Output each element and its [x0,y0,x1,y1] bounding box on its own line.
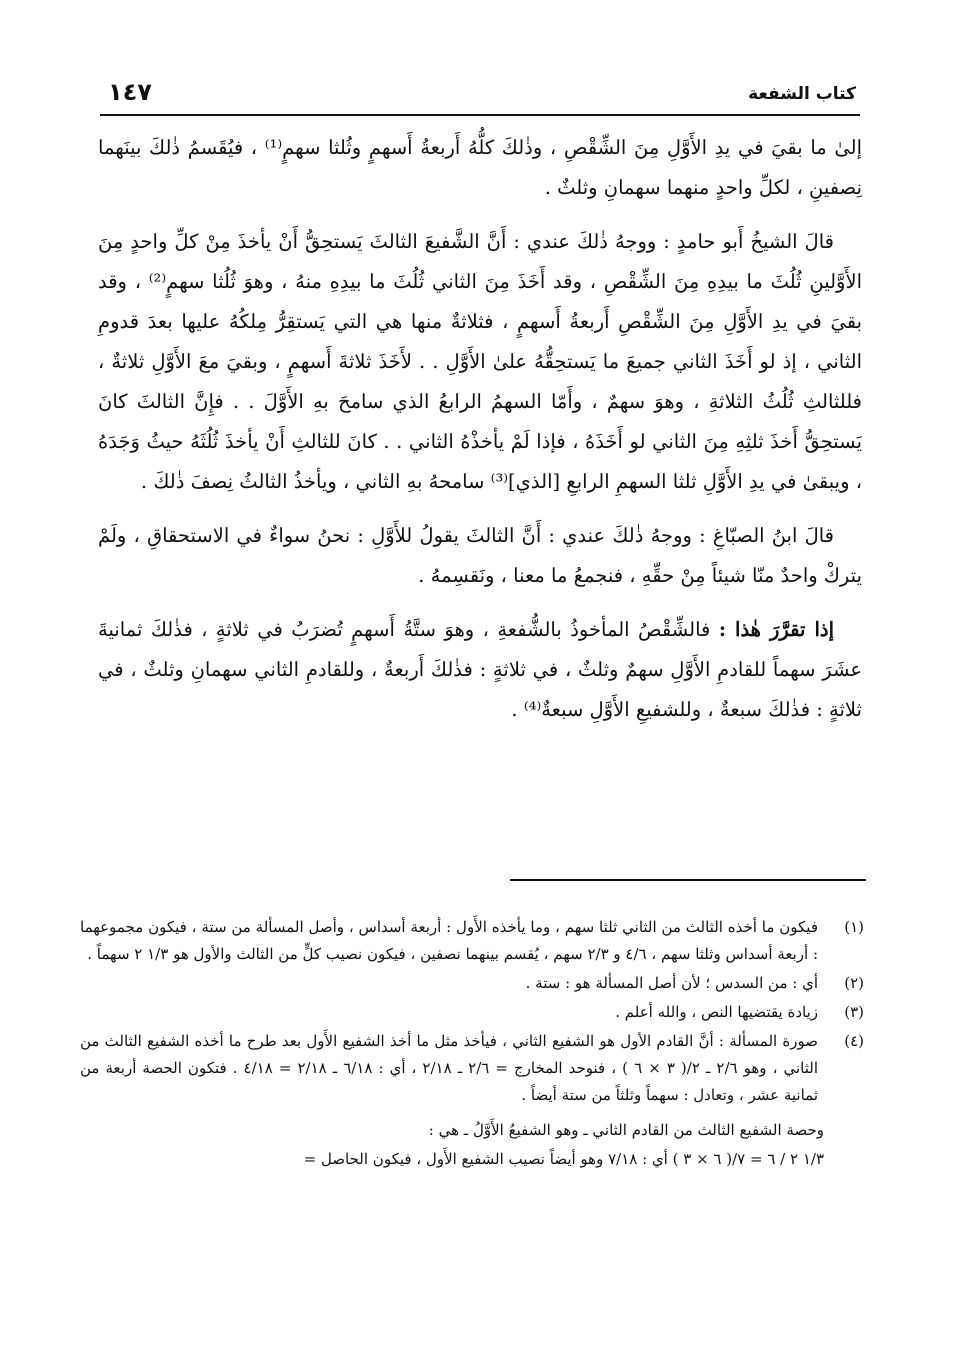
footnote-text: زيادة يقتضيها النص ، والله أعلم . [615,1003,818,1021]
page-header [100,78,860,116]
paragraph-4-text: فالشِّقْصُ المأخوذُ بالشُّفعةِ ، وهوَ ستَّةُ أَسهمٍ تُضرَبُ في ثلاثةٍ ، فذٰلكَ ثمانيةَ عشَرَ سهماً للقادمِ الأَوَّلِ سهمٌ وثلثٌ ، في ثلاثةٍ : فذٰلكَ أَربعةٌ ، وللقادمِ الثاني سهمانِ وثلثٌ ، في ثلاثةٍ : فذٰلكَ سبعةٌ ، وللشفيعِ الأَوَّلِ سبعةٌ⁽⁴⁾ . [98,618,862,721]
footnote-text: صورة المسألة : أنَّ القادم الأول هو الشفيع الثاني ، فيأخذ مثل ما أخذ الشفيع الأَول بعد طرح ما أخذه الشفيع الثالث من الثاني ، وهو ٢/٦ ـ ٢/( ٣ × ٦ ) ، فنوحد المخارج = ٢/٦ ـ ٢/١٨ ، أي : ٦/١٨ ـ ٢/١٨ = ٤/١٨ . فتكون الحصة أربعة من ثمانية عشر ، وتعادل : سهماً وثلثاً من ستة أيضاً . [80,1032,818,1104]
paragraph-4 [98,610,862,730]
footnote-text: فيكون ما أخذه الثالث من الثاني ثلثا سهم ، وما يأخذه الأَول : أربعة أسداس ، وأصل المسألة من ستة ، فيكون مجموعهما : أربعة أسداس وثلثا سهم ، ٤/٦ و ٢/٣ سهم ، يُقسم بينهما نصفين ، فيكون نصيب كلٍّ من الثالث والأول هو ١/٣ ٢ سهماً . [80,918,818,963]
footnote-1 [80,914,864,968]
paragraph-3: قالَ ابنُ الصبّاغِ : ووجهُ ذٰلكَ عندي : أَنَّ الثالثَ يقولُ للأَوَّلِ : نحنُ سواءٌ في الاستحقاقِ ، ولَمْ يتركْ واحدٌ منّا شيئاً مِنْ حقِّهِ ، فنجمعُ ما معنا ، ونَقسِمهُ . [98,524,862,587]
footnote-4-continuation-2: ١/٣ ٢ / ٦ = ٧/( ٦ × ٣ ) أي : ٧/١٨ وهو أيضاً نصيب الشفيع الأَول ، فيكون الحاصل = [303,1150,824,1168]
footnote-separator [510,879,866,881]
footnote-number: (٢) [844,974,864,992]
paragraph-2: قالَ الشيخُ أَبو حامدٍ : ووجهُ ذٰلكَ عندي : أَنَّ الشَّفيعَ الثالثَ يَستحِقُّ أَنْ يأخذَ مِنْ كلِّ واحدٍ مِنَ الأَوَّلينِ ثُلُثَ ما بيدِهِ مِنَ الشِّقْصِ ، وقد أَخَذَ مِنَ الثاني ثُلُثَ ما بيدِهِ منهُ ، وهوَ ثُلُثا سهمٍ⁽²⁾ ، وقد بقيَ في يدِ الأَوَّلِ مِنَ الشِّقْصِ أَربعةُ أَسهمٍ ، فثلاثةٌ منها هي التي يَستقِرُّ مِلكُهُ عليها بعدَ قدومِ الثاني ، إذ لو أَخَذَ الثاني جميعَ ما يَستحِقُّهُ علىٰ الأَوَّلِ . . لأَخَذَ ثلاثةَ أَسهمٍ ، وبقيَ معَ الأَوَّلِ ثلاثةٌ ، فللثالثِ ثُلُثُ الثلاثةِ ، وهوَ سهمٌ ، وأَمّا السهمُ الرابعُ الذي سامحَ بهِ الأَوَّلَ . . فإِنَّ الثالثَ كانَ يَستحِقُّ أَخذَ ثلثِهِ مِنَ الثاني لو أَخَذَهُ ، فإذا لَمْ يأخذْهُ الثاني . . كانَ للثالثِ أَنْ يأخذَ ثُلُثَهُ حيثُ وَجَدَهُ ، ويبقىٰ في يدِ الأَوَّلِ ثلثا السهمِ الرابعِ [الذي]⁽³⁾ سامحهُ بهِ الثاني ، ويأخذُ الثالثُ نِصفَ ذٰلكَ . [98,230,862,493]
footnote-4 [80,1028,864,1109]
main-text [98,128,862,744]
footnote-4-continuation-1: وحصة الشفيع الثالث من القادم الثاني ـ وهو الشفيعُ الأَوَّلُ ـ هي : [428,1121,824,1139]
footnote-3 [80,999,864,1026]
running-title: كتاب الشفعة [748,84,856,104]
footnote-2 [80,970,864,997]
paragraph-4-lead: إذا تقرَّرَ هٰذا : [718,618,834,641]
footnote-number: (٣) [844,1003,864,1021]
paragraph-1: إلىٰ ما بقيَ في يدِ الأَوَّلِ مِنَ الشِّقْصِ ، وذٰلكَ كلُّهُ أَربعةُ أَسهمٍ وثُلثا سهمٍ⁽¹⁾ ، فيُقَسمُ ذٰلكَ بينَهما نِصفينِ ، لكلِّ واحدٍ منهما سهمانِ وثلثٌ . [98,136,862,199]
footnote-text: أي : من السدس ؛ لأن أصل المسألة هو : ستة . [525,974,818,992]
footnote-number: (٤) [844,1032,864,1050]
footnote-number: (١) [844,918,864,936]
footnotes [80,914,864,1173]
page-number: ١٤٧ [108,78,152,106]
